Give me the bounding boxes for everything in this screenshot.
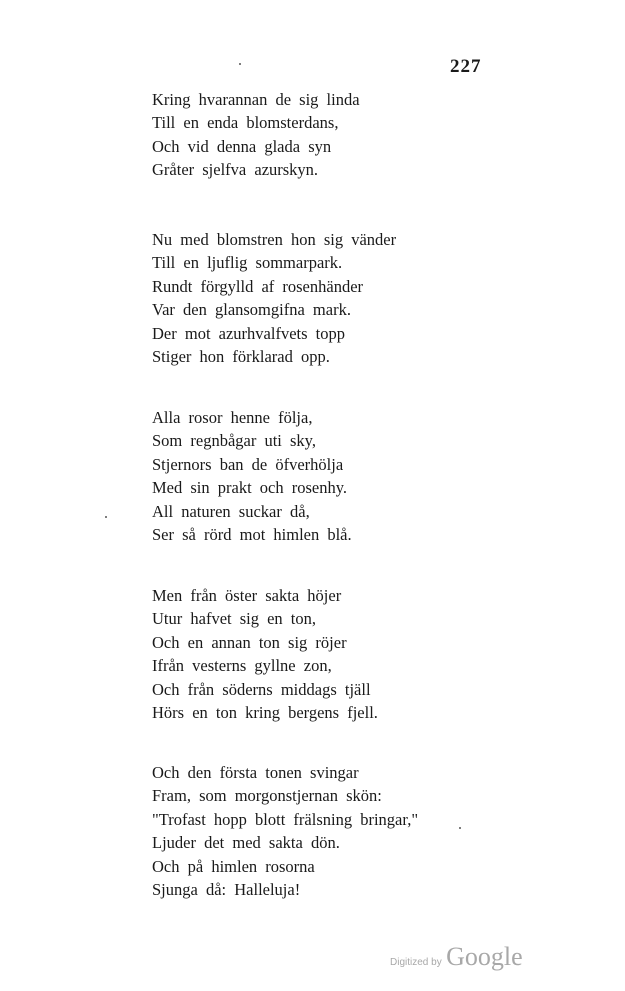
- verse-line: Sjunga då: Halleluja!: [152, 879, 301, 899]
- scan-speck: [459, 827, 461, 829]
- digitized-by-google-watermark: [390, 942, 523, 972]
- verse-line: Och en annan ton sig röjer: [152, 632, 347, 652]
- verse-line: "Trofast hopp blott frälsning bringar,": [152, 809, 419, 829]
- verse-line: Nu med blomstren hon sig vänder: [152, 230, 397, 249]
- verse-line: Der mot azurhvalfvets topp: [152, 323, 345, 343]
- verse-line: Ifrån vesterns gyllne zon,: [152, 656, 332, 676]
- stanza-2: [152, 228, 396, 368]
- watermark-brand: Google: [446, 942, 523, 971]
- verse-line: Ser så rörd mot himlen blå.: [152, 524, 352, 544]
- page-number: 227: [450, 56, 482, 77]
- verse-line: Med sin prakt och rosenhy.: [152, 478, 348, 498]
- verse-line: Stiger hon förklarad opp.: [152, 346, 330, 366]
- stanza-4: [152, 584, 378, 724]
- scan-speck: [239, 63, 241, 65]
- verse-line: Kring hvarannan de sig linda: [152, 90, 360, 109]
- verse-line: Som regnbågar uti sky,: [152, 431, 316, 451]
- watermark-prefix: Digitized by: [390, 957, 442, 968]
- verse-line: Till en ljuflig sommarpark.: [152, 253, 343, 273]
- verse-line: Men från öster sakta höjer: [152, 586, 342, 605]
- verse-line: All naturen suckar då,: [152, 501, 310, 521]
- verse-line: Alla rosor henne följa,: [152, 408, 313, 427]
- verse-line: Fram, som morgonstjernan skön:: [152, 786, 382, 806]
- verse-line: Gråter sjelfva azurskyn.: [152, 160, 319, 180]
- verse-line: Rundt förgylld af rosenhänder: [152, 276, 364, 296]
- verse-line: Utur hafvet sig en ton,: [152, 609, 317, 629]
- verse-line: Ljuder det med sakta dön.: [152, 833, 340, 853]
- verse-line: Till en enda blomsterdans,: [152, 113, 339, 133]
- stanza-5: [152, 761, 418, 901]
- verse-line: Och vid denna glada syn: [152, 136, 332, 156]
- verse-line: Och från söderns middags tjäll: [152, 679, 371, 699]
- verse-line: Var den glansomgifna mark.: [152, 300, 351, 320]
- verse-line: Hörs en ton kring bergens fjell.: [152, 702, 378, 722]
- scan-speck: [105, 516, 107, 518]
- stanza-1: [152, 88, 360, 182]
- verse-line: Och på himlen rosorna: [152, 856, 315, 876]
- stanza-3: [152, 406, 352, 546]
- verse-line: Och den första tonen svingar: [152, 763, 359, 782]
- verse-line: Stjernors ban de öfverhölja: [152, 454, 344, 474]
